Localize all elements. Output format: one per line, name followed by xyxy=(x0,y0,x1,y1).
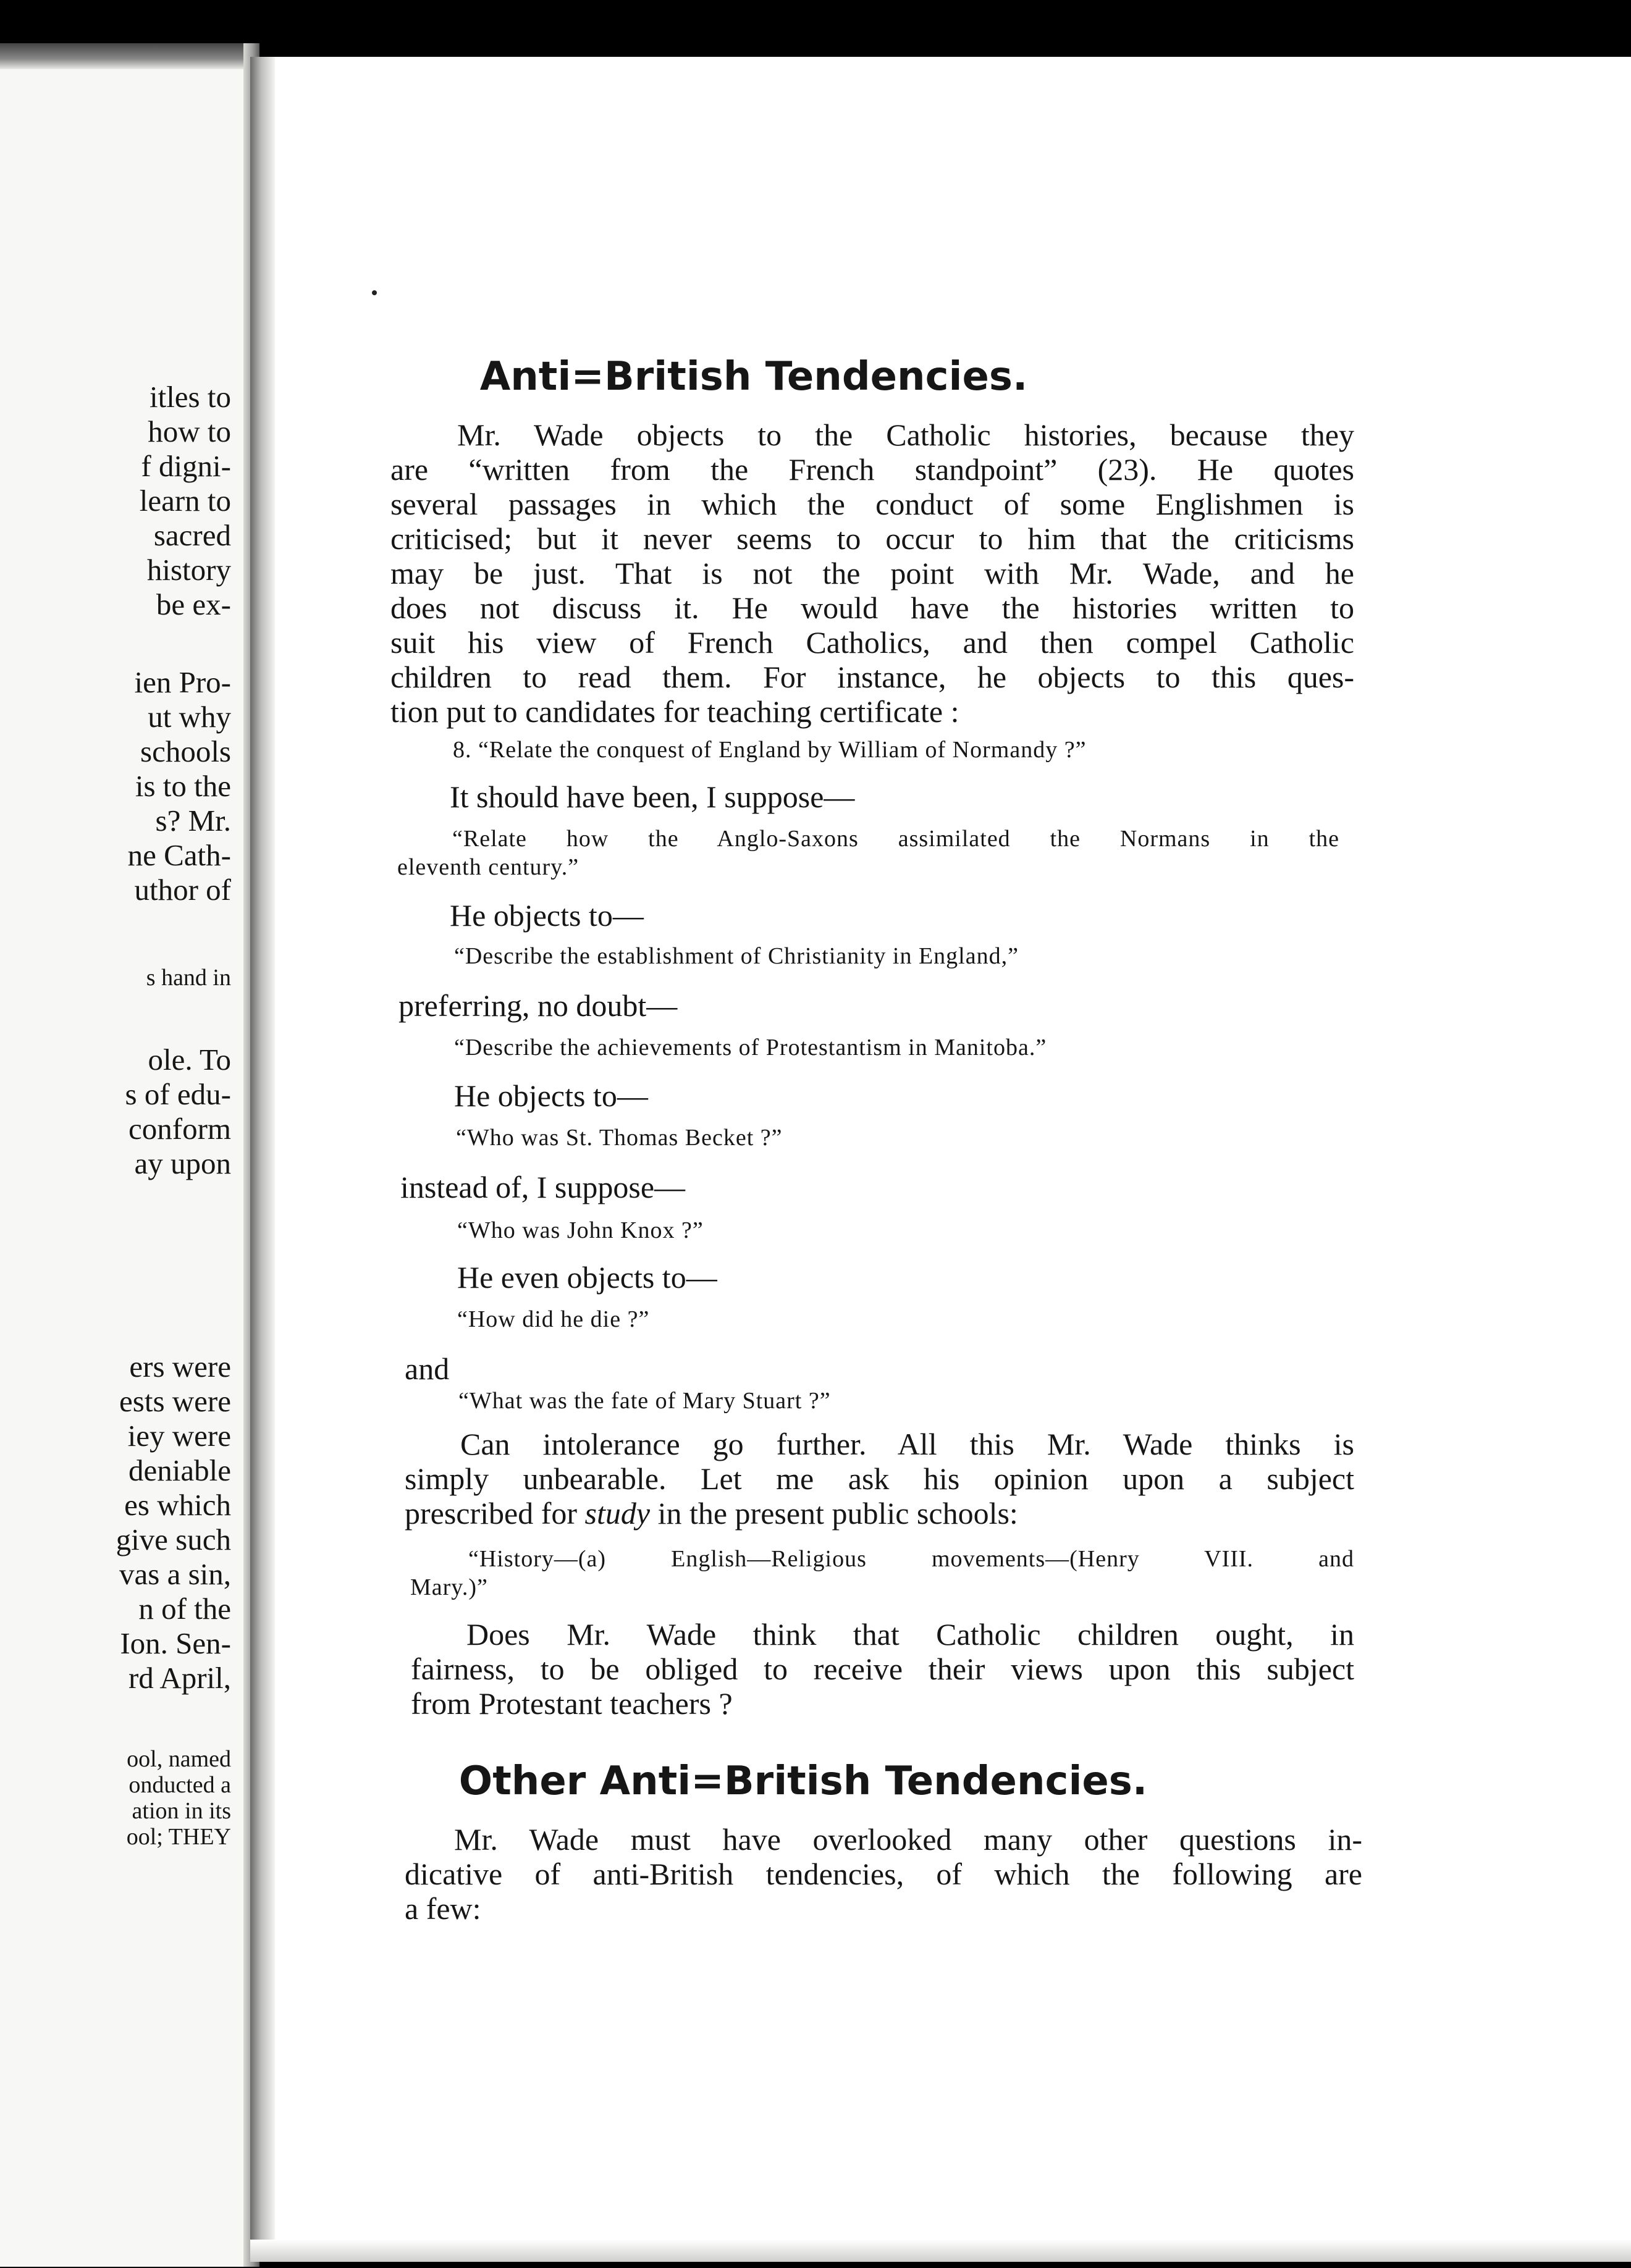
page-bottom-shadow xyxy=(250,2240,1631,2262)
paragraph-line: several passages in which the conduct of some Englishmen is xyxy=(390,487,1354,521)
quoted-question: “Describe the establishment of Christianity in England,” xyxy=(454,943,1019,969)
paragraph-line: criticised; but it never seems to occur to him that the criticisms xyxy=(390,521,1354,556)
paragraph-line: from Protestant teachers ? xyxy=(411,1686,733,1721)
left-line: s hand in xyxy=(146,965,231,991)
left-line: history xyxy=(146,553,231,587)
paragraph-line: suit his view of French Catholics, and then compel Catholic xyxy=(390,625,1354,660)
paragraph-line: Does Mr. Wade think that Catholic children ought, in xyxy=(466,1617,1354,1652)
lead-in-line: and xyxy=(405,1351,450,1386)
section-heading: Anti=British Tendencies. xyxy=(479,354,1028,400)
left-line: how to xyxy=(148,414,231,448)
quoted-question: “History—(a) English—Religious movements—(Henry VIII. and xyxy=(468,1546,1354,1572)
paragraph-line xyxy=(405,1496,1018,1531)
quoted-question: “What was the fate of Mary Stuart ?” xyxy=(458,1388,831,1414)
left-line: deniable xyxy=(129,1453,231,1487)
left-line: ole. To xyxy=(148,1043,231,1077)
paragraph-line: children to read them. For instance, he objects to this ques- xyxy=(390,660,1354,694)
quoted-question: “How did he die ?” xyxy=(457,1306,650,1332)
speck-mark xyxy=(372,290,377,295)
paragraph-line: Mr. Wade objects to the Catholic histories, because they xyxy=(457,418,1354,452)
left-line: ay upon xyxy=(134,1146,231,1180)
quoted-question: “Relate how the Anglo-Saxons assimilated the Normans in the xyxy=(452,826,1339,852)
left-line: ut why xyxy=(148,700,231,734)
left-line: ool, named xyxy=(127,1746,231,1772)
paragraph-text: prescribed for xyxy=(405,1496,585,1531)
quoted-question: “Describe the achievements of Protestantism in Manitoba.” xyxy=(454,1035,1047,1060)
quoted-question: “Who was John Knox ?” xyxy=(457,1217,704,1243)
quoted-question: Mary.)” xyxy=(410,1574,488,1600)
left-line: s? Mr. xyxy=(155,804,231,838)
paragraph-line: a few: xyxy=(405,1891,481,1926)
left-line: ien Pro- xyxy=(134,665,231,699)
left-line: uthor of xyxy=(134,873,231,907)
paragraph-line: are “written from the French standpoint” (23). He quotes xyxy=(390,452,1354,487)
left-line: ests were xyxy=(119,1384,231,1418)
left-line: itles to xyxy=(149,380,231,414)
paragraph-line: fairness, to be obliged to receive their views upon this subject xyxy=(411,1652,1354,1686)
lead-in-line: He objects to— xyxy=(454,1078,648,1113)
left-line: learn to xyxy=(139,484,231,518)
left-line: rd April, xyxy=(128,1661,231,1695)
left-line: schools xyxy=(140,734,231,768)
left-facing-page xyxy=(0,43,259,2267)
lead-in-line: preferring, no doubt— xyxy=(398,988,678,1023)
left-line: conform xyxy=(129,1112,231,1146)
left-line: ation in its xyxy=(132,1798,231,1824)
lead-in-line: He even objects to— xyxy=(457,1260,717,1295)
left-line: ers were xyxy=(129,1350,231,1384)
left-line: ool; THEY xyxy=(126,1824,231,1850)
quoted-question: “Who was St. Thomas Becket ?” xyxy=(456,1125,783,1151)
paragraph-line: may be just. That is not the point with Mr. Wade, and he xyxy=(390,556,1354,590)
left-line: sacred xyxy=(153,518,231,552)
left-line: give such xyxy=(116,1522,231,1556)
left-line: es which xyxy=(124,1488,231,1522)
lead-in-line: He objects to— xyxy=(450,898,644,933)
left-line: s of edu- xyxy=(125,1077,231,1111)
paragraph-line: Can intolerance go further. All this Mr. Wade thinks is xyxy=(460,1427,1354,1461)
lead-in-line: It should have been, I suppose— xyxy=(450,779,855,814)
lead-in-line: instead of, I suppose— xyxy=(400,1170,686,1204)
left-line: be ex- xyxy=(156,587,231,621)
paragraph-line: dicative of anti-British tendencies, of which the following are xyxy=(405,1857,1362,1891)
quoted-question: 8. “Relate the conquest of England by William of Normandy ?” xyxy=(453,737,1087,763)
left-line: vas a sin, xyxy=(119,1557,231,1591)
paragraph-line: simply unbearable. Let me ask his opinion upon a subject xyxy=(405,1461,1354,1496)
paragraph-line: Mr. Wade must have overlooked many other questions in- xyxy=(454,1822,1362,1857)
left-line: iey were xyxy=(127,1419,231,1453)
left-line: n of the xyxy=(138,1592,231,1626)
left-line: ne Cath- xyxy=(127,838,231,872)
section-heading: Other Anti=British Tendencies. xyxy=(458,1758,1148,1804)
quoted-question: eleventh century.” xyxy=(397,854,579,880)
left-line: f digni- xyxy=(141,449,231,483)
paragraph-line: tion put to candidates for teaching certificate : xyxy=(390,694,959,729)
page-edge-shadow xyxy=(0,43,259,69)
left-line: Ion. Sen- xyxy=(120,1626,231,1660)
left-line: onducted a xyxy=(129,1772,231,1798)
emphasis-text: study xyxy=(584,1496,651,1531)
page-spine-shadow xyxy=(250,57,275,2262)
left-line: is to the xyxy=(135,769,231,803)
paragraph-text: in the present public schools: xyxy=(650,1496,1018,1531)
paragraph-line: does not discuss it. He would have the histories written to xyxy=(390,590,1354,625)
